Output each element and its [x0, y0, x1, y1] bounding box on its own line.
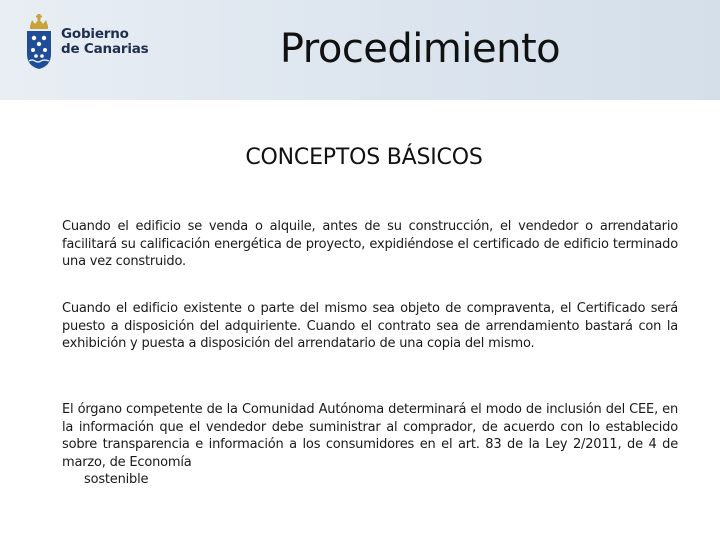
logo-line-2: de Canarias	[61, 41, 149, 57]
logo-line-1: Gobierno	[61, 26, 129, 42]
coat-of-arms-icon	[24, 14, 54, 70]
gobierno-canarias-logo[interactable]	[24, 14, 149, 70]
paragraph-1: Cuando el edificio se venda o alquile, antes de su construcción, el vendedor o arrendatario facilitará su calificación energética de proyecto, expidiéndose el certificado de edificio terminado una vez construido.	[62, 219, 678, 269]
page-title: Procedimiento	[279, 26, 561, 72]
section-heading: CONCEPTOS BÁSICOS	[245, 145, 483, 170]
paragraph-3: El órgano competente de la Comunidad Autónoma determinará el modo de inclusión del CEE, en la información que el vendedor debe suministrar al comprador, de acuerdo con lo establecido sobre transparencia e información a los consumidores en el art. 83 de la Ley 2/2011, de 4 de marzo, de Economía	[62, 402, 678, 470]
paragraph-3-block	[62, 401, 678, 489]
paragraph-3-tail: sostenible	[84, 472, 149, 487]
paragraph-2: Cuando el edificio existente o parte del mismo sea objeto de compraventa, el Certificado será puesto a disposición del adquiriente. Cuando el contrato sea de arrendamiento bastará con la exhibición y puesta a disposición del arrendatario de una copia del mismo.	[62, 301, 678, 351]
logo-wordmark	[61, 27, 149, 57]
header-banner	[0, 0, 720, 100]
